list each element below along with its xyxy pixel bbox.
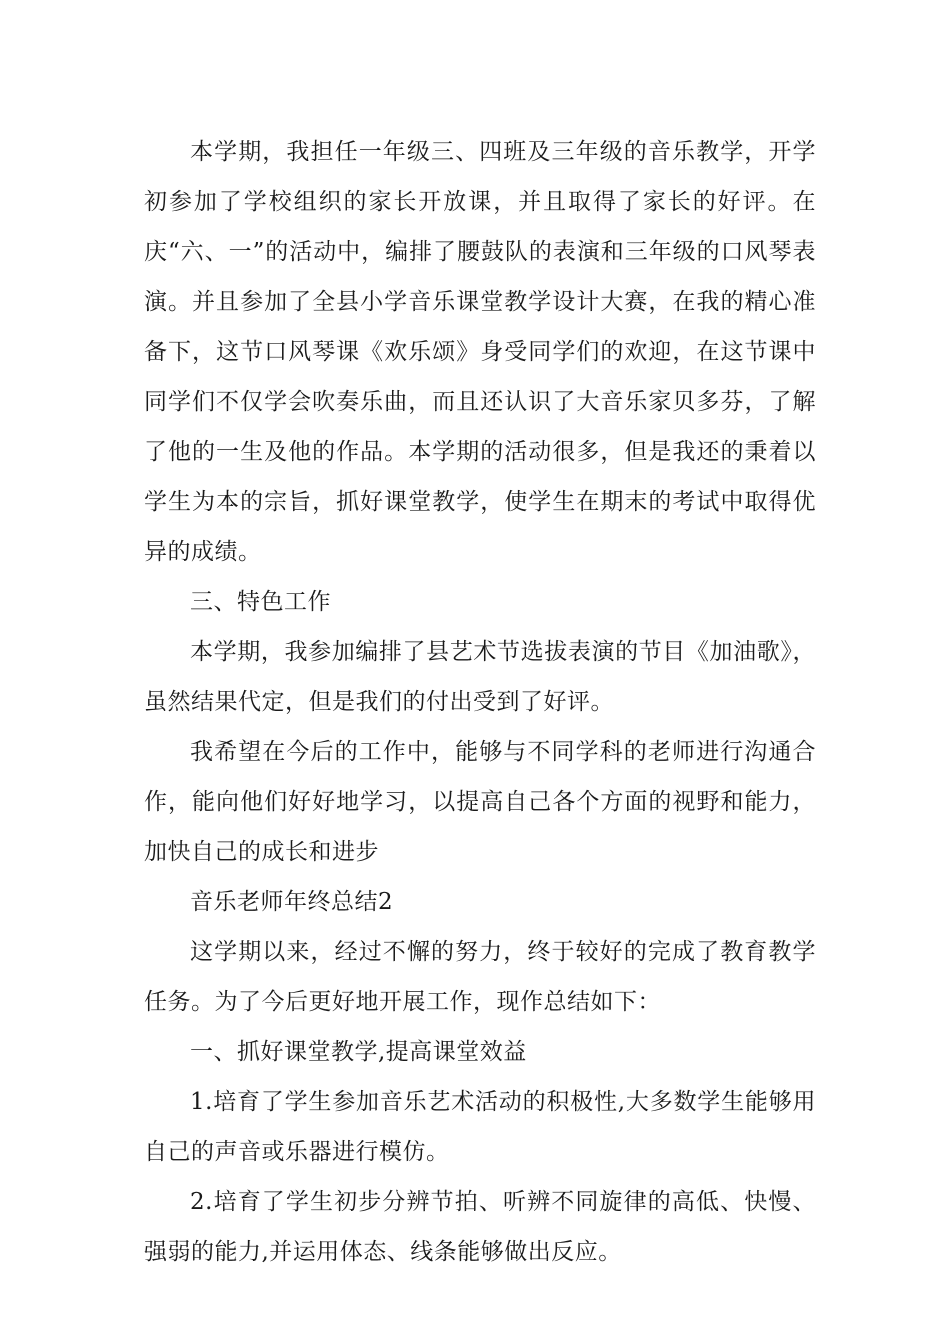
document-body [144, 127, 816, 1277]
list-item-2: 2.培育了学生初步分辨节拍、听辨不同旋律的高低、快慢、强弱的能力,并运用体态、线条能够做出反应。 [144, 1189, 816, 1265]
paragraph-intro-summary: 这学期以来，经过不懈的努力，终于较好的完成了教育教学任务。为了今后更好地开展工作，现作总结如下： [144, 939, 816, 1015]
paragraph-music-teaching: 本学期，我担任一年级三、四班及三年级的音乐教学，开学初参加了学校组织的家长开放课，并且取得了家长的好评。在庆“六、一”的活动中，编排了腰鼓队的表演和三年级的口风琴表演。并且参加了全县小学音乐课堂教学设计大赛，在我的精心准备下，这节口风琴课《欢乐颂》身受同学们的欢迎，在这节课中同学们不仅学会吹奏乐曲，而且还认识了大音乐家贝多芬，了解了他的一生及他的作品。本学期的活动很多，但是我还的秉着以学生为本的宗旨，抓好课堂教学，使学生在期末的考试中取得优异的成绩。 [144, 139, 816, 565]
paragraph-future-hope: 我希望在今后的工作中，能够与不同学科的老师进行沟通合作，能向他们好好地学习，以提高自己各个方面的视野和能力，加快自己的成长和进步 [144, 739, 816, 865]
section-heading-special-work: 三、特色工作 [190, 589, 331, 615]
paragraph-art-festival: 本学期，我参加编排了县艺术节选拔表演的节目《加油歌》，虽然结果代定，但是我们的付出受到了好评。 [144, 639, 816, 715]
section-heading-classroom: 一、抓好课堂教学,提高课堂效益 [190, 1039, 527, 1065]
document-title-summary-2: 音乐老师年终总结2 [190, 889, 394, 915]
list-item-1: 1.培育了学生参加音乐艺术活动的积极性,大多数学生能够用自己的声音或乐器进行模仿。 [144, 1089, 816, 1165]
